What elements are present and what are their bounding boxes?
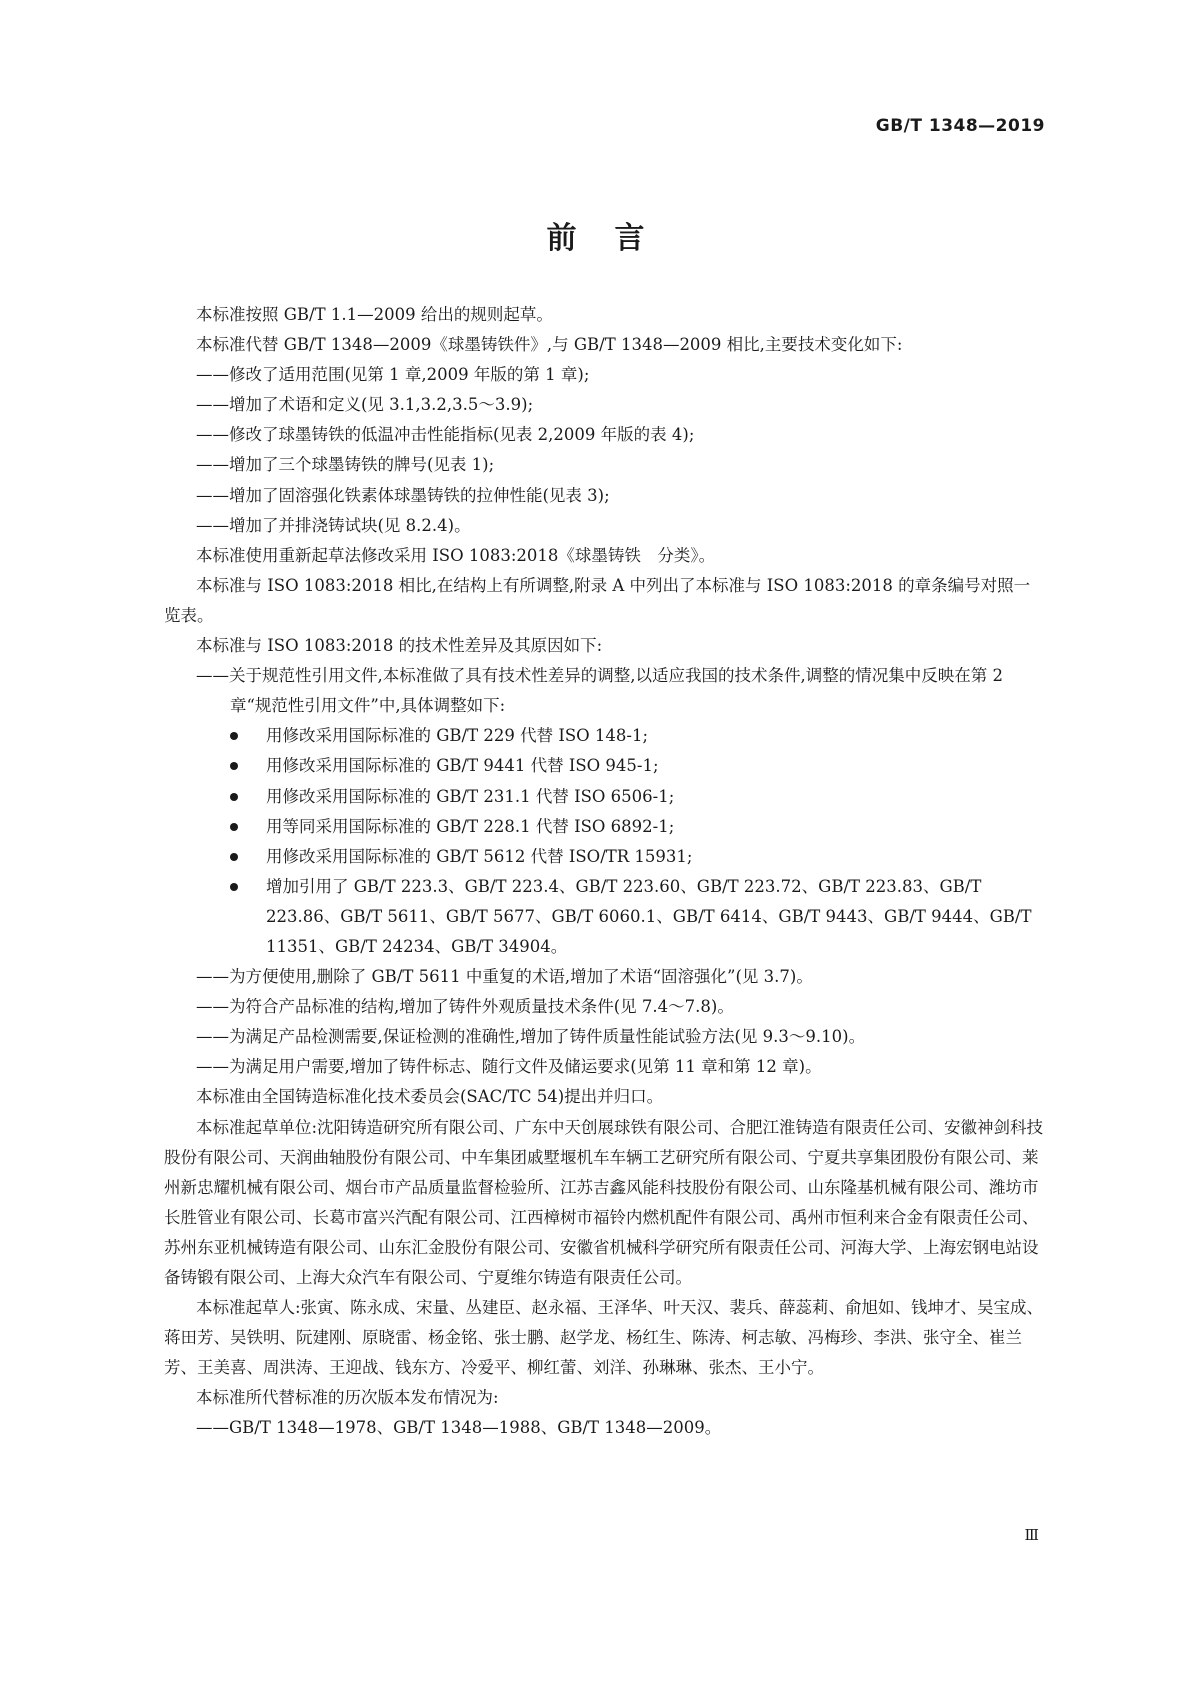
paragraph-drafting-rules: 本标准按照 GB/T 1.1—2009 给出的规则起草。 bbox=[196, 305, 553, 324]
paragraph-replacement: 本标准代替 GB/T 1348—2009《球墨铸铁件》,与 GB/T 1348—2009 相比,主要技术变化如下: bbox=[196, 335, 903, 355]
change-item: ——增加了并排浇铸试块(见 8.2.4)。 bbox=[196, 515, 471, 535]
paragraph-drafters: 本标准起草人:张寅、陈永成、宋量、丛建臣、赵永福、王泽华、叶天汉、裴兵、薛蕊莉、俞旭如、钱坤才、吴宝成、蒋田芳、吴铁明、阮建刚、原晓雷、杨金铭、张士鹏、赵学龙、杨红生、陈涛、柯志敏、冯梅珍、李洪、张守全、崔兰芳、王美喜、周洪涛、王迎战、钱东方、冷爱平、柳红蕾、刘洋、孙琳琳、张杰、王小宁。 bbox=[164, 1298, 1044, 1378]
bullet-icon bbox=[230, 823, 238, 831]
preface-body bbox=[164, 300, 1044, 1444]
bullet-text: 用修改采用国际标准的 GB/T 231.1 代替 ISO 6506-1; bbox=[266, 786, 675, 806]
bullet-text: 用修改采用国际标准的 GB/T 229 代替 ISO 148-1; bbox=[266, 726, 649, 746]
bullet-text: 用等同采用国际标准的 GB/T 228.1 代替 ISO 6892-1; bbox=[266, 816, 675, 836]
bullet-text: 用修改采用国际标准的 GB/T 5612 代替 ISO/TR 15931; bbox=[266, 846, 693, 866]
bullet-icon bbox=[230, 883, 238, 891]
change-item: ——修改了球墨铸铁的低温冲击性能指标(见表 2,2009 年版的表 4); bbox=[196, 425, 695, 445]
list-item bbox=[230, 842, 1044, 872]
bullet-icon bbox=[230, 732, 238, 740]
difference-item: ——为符合产品标准的结构,增加了铸件外观质量技术条件(见 7.4～7.8)。 bbox=[196, 997, 734, 1017]
difference-normative-references: ——关于规范性引用文件,本标准做了具有技术性差异的调整,以适应我国的技术条件,调整的情况集中反映在第 2 章“规范性引用文件”中,具体调整如下: bbox=[196, 666, 1003, 716]
standard-number: GB/T 1348—2019 bbox=[875, 116, 1045, 136]
bullet-icon bbox=[230, 853, 238, 861]
difference-item: ——为方便使用,删除了 GB/T 5611 中重复的术语,增加了术语“固溶强化”(见 3.7)。 bbox=[196, 967, 813, 987]
paragraph-structure: 本标准与 ISO 1083:2018 相比,在结构上有所调整,附录 A 中列出了本标准与 ISO 1083:2018 的章条编号对照一览表。 bbox=[164, 575, 1031, 625]
difference-item: ——为满足产品检测需要,保证检测的准确性,增加了铸件质量性能试验方法(见 9.3～9.10)。 bbox=[196, 1027, 866, 1047]
list-item bbox=[230, 812, 1044, 842]
bullet-icon bbox=[230, 762, 238, 770]
bullet-text: 用修改采用国际标准的 GB/T 9441 代替 ISO 945-1; bbox=[266, 756, 659, 776]
change-item: ——增加了术语和定义(见 3.1,3.2,3.5～3.9); bbox=[196, 395, 534, 415]
list-item bbox=[230, 751, 1044, 781]
list-item bbox=[230, 782, 1044, 812]
change-item: ——修改了适用范围(见第 1 章,2009 年版的第 1 章); bbox=[196, 365, 590, 385]
paragraph-history-intro: 本标准所代替标准的历次版本发布情况为: bbox=[196, 1388, 499, 1408]
list-item bbox=[230, 721, 1044, 751]
difference-item: ——为满足用户需要,增加了铸件标志、随行文件及储运要求(见第 11 章和第 12 章)。 bbox=[196, 1057, 822, 1077]
paragraph-adoption: 本标准使用重新起草法修改采用 ISO 1083:2018《球墨铸铁 分类》。 bbox=[196, 545, 716, 565]
bullet-icon bbox=[230, 793, 238, 801]
reference-bullet-list bbox=[164, 721, 1044, 962]
change-item: ——增加了固溶强化铁素体球墨铸铁的拉伸性能(见表 3); bbox=[196, 485, 610, 505]
paragraph-drafting-units: 本标准起草单位:沈阳铸造研究所有限公司、广东中天创展球铁有限公司、合肥江淮铸造有限责任公司、安徽神剑科技股份有限公司、天润曲轴股份有限公司、中车集团戚墅堰机车车辆工艺研究所有限公司、宁夏共享集团股份有限公司、莱州新忠耀机械有限公司、烟台市产品质量监督检验所、江苏吉鑫风能科技股份有限公司、山东隆基机械有限公司、潍坊市长胜管业有限公司、长葛市富兴汽配有限公司、江西樟树市福铃内燃机配件有限公司、禹州市恒利来合金有限责任公司、苏州东亚机械铸造有限公司、山东汇金股份有限公司、安徽省机械科学研究所有限责任公司、河海大学、上海宏钢电站设备铸锻有限公司、上海大众汽车有限公司、宁夏维尔铸造有限责任公司。 bbox=[164, 1117, 1044, 1287]
history-item: ——GB/T 1348—1978、GB/T 1348—1988、GB/T 1348—2009。 bbox=[196, 1418, 722, 1438]
page-title: 前言 bbox=[546, 221, 683, 256]
bullet-text: 增加引用了 GB/T 223.3、GB/T 223.4、GB/T 223.60、GB/T 223.72、GB/T 223.83、GB/T 223.86、GB/T 5611、GB/T 5677、GB/T 6060.1、GB/T 6414、GB/T 9443、GB/T 9444、GB/T 11351、GB/T 24234、GB/T 34904。 bbox=[266, 876, 1032, 956]
page-number: Ⅲ bbox=[1024, 1526, 1039, 1544]
change-item: ——增加了三个球墨铸铁的牌号(见表 1); bbox=[196, 455, 495, 475]
paragraph-proposer: 本标准由全国铸造标准化技术委员会(SAC/TC 54)提出并归口。 bbox=[196, 1087, 664, 1107]
paragraph-differences: 本标准与 ISO 1083:2018 的技术性差异及其原因如下: bbox=[196, 636, 603, 656]
list-item bbox=[230, 872, 1044, 962]
